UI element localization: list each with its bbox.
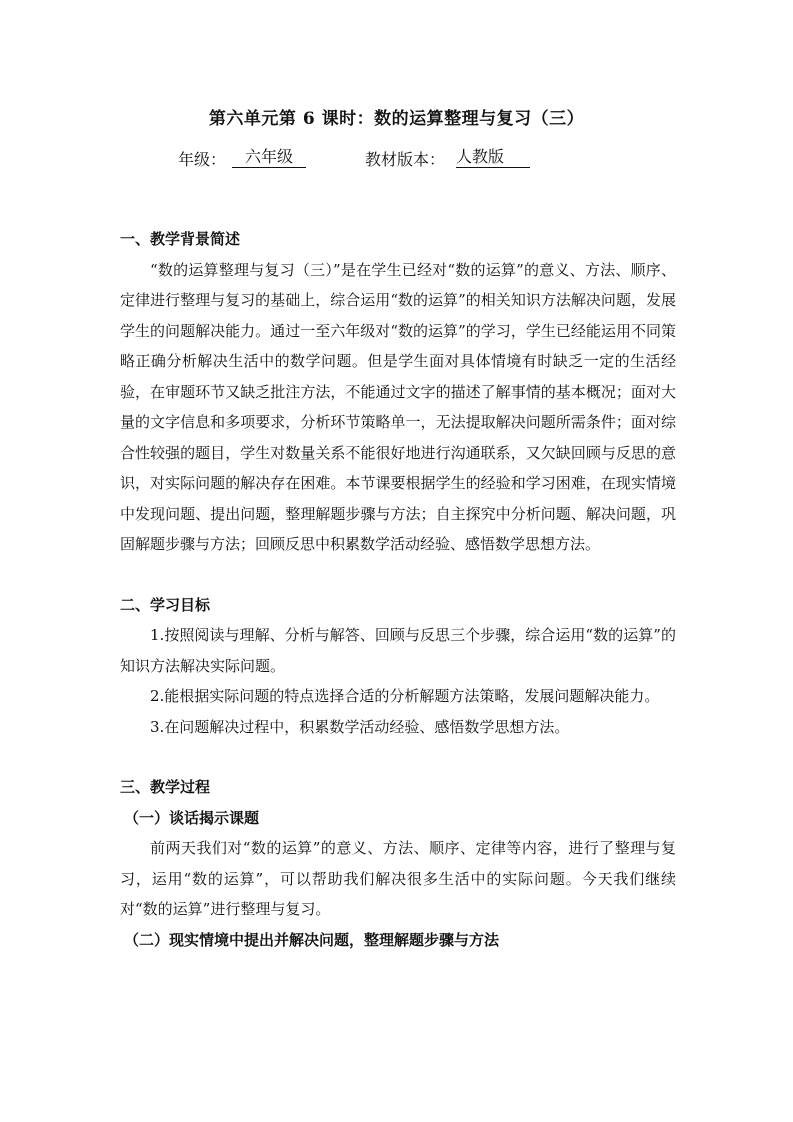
objective-item-1: 1.按照阅读与理解、分析与解答、回顾与反思三个步骤，综合运用“数的运算”的知识方法解决实际问题。 [120,626,676,675]
subsection-heading-problem-solving: （二）现实情境中提出并解决问题，整理解题步骤与方法 [124,930,500,949]
section-spacer [120,742,676,772]
page-title: 第六单元第 6 课时：数的运算整理与复习（三） [208,109,585,129]
section-heading-objectives: 二、学习目标 [120,595,211,614]
grade-label: 年级： [178,150,227,169]
edition-value: 人教版 [456,147,530,168]
background-paragraph: “数的运算整理与复习（三）”是在学生已经对“数的运算”的意义、方法、顺序、定律进行整理与复习的基础上，综合运用“数的运算”的相关知识方法解决问题，发展学生的问题解决能力。通过一至六年级对“数的运算”的学习，学生已经能运用不同策略正确分析解决生活中的数学问题。但是学生面对具体情境有时缺乏一定的生活经验，在审题环节又缺乏批注方法，不能通过文字的描述了解事情的基本概况；面对大量的文字信息和多项要求，分析环节策略单一，无法提取解决问题所需条件；面对综合性较强的题目，学生对数量关系不能很好地进行沟通联系，又欠缺回顾与反思的意识，对实际问题的解决存在困难。本节课要根据学生的经验和学习困难，在现实情境中发现问题、提出问题，整理解题步骤与方法；自主探究中分析问题、解决问题，巩固解题步骤与方法；回顾反思中积累数学活动经验、感悟数学思想方法。 [120,260,676,553]
subsection-heading-intro: （一）谈话揭示课题 [124,808,260,827]
objective-item-2: 2.能根据实际问题的特点选择合适的分析解题方法策略，发展问题解决能力。 [150,687,660,705]
intro-paragraph: 前两天我们对“数的运算”的意义、方法、顺序、定律等内容，进行了整理与复习，运用“数的运算”，可以帮助我们解决很多生活中的实际问题。今天我们继续对“数的运算”进行整理与复习。 [120,839,676,918]
section-heading-background: 一、教学背景简述 [120,230,241,248]
document-body [120,224,676,955]
objective-item-3: 3.在问题解决过程中，积累数学活动经验、感悟数学思想方法。 [150,717,570,736]
section-heading-process: 三、教学过程 [120,778,211,796]
edition-label: 教材版本： [365,150,446,169]
section-spacer [120,560,676,590]
grade-value: 六年级 [232,147,306,168]
